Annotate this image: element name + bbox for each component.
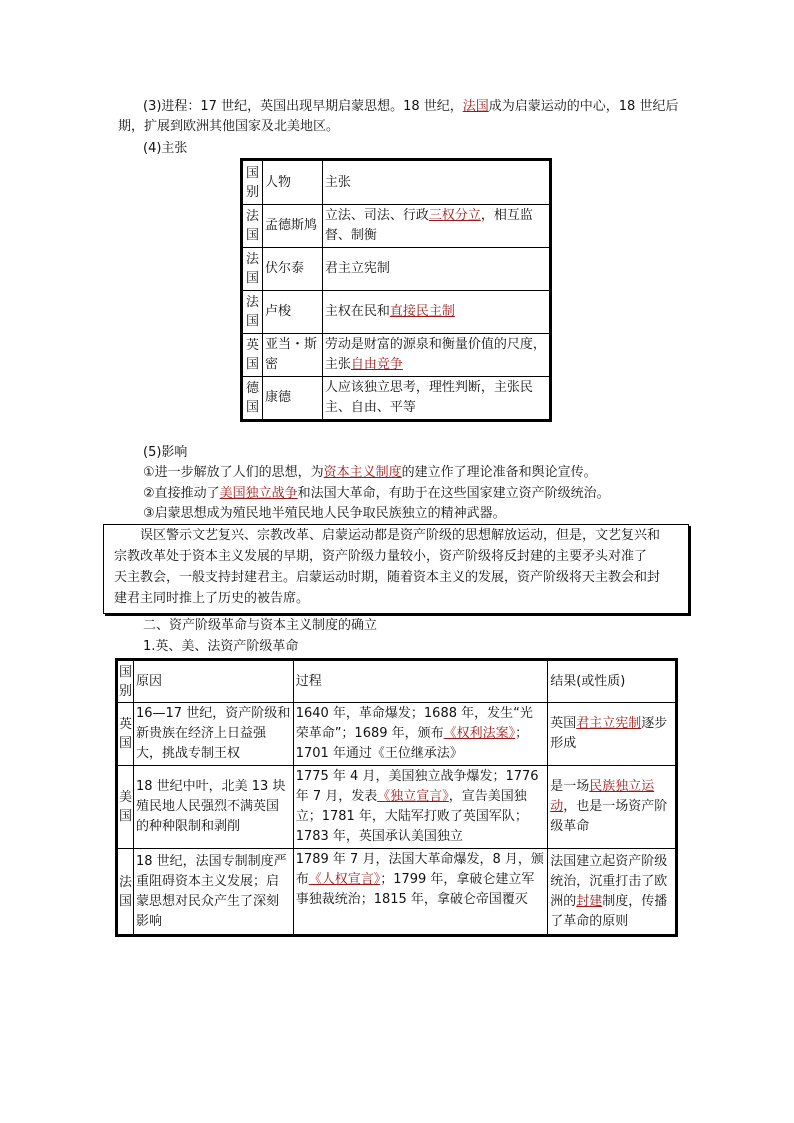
table-row: 美国 18 世纪中叶，北美 13 块殖民地人民强烈不满英国的种种限制和剥削 1775 年 4 月，美国独立战争爆发；1776 年 7 月，发表《独立宣言》，宣告美国独立；1781 年，大陆军打败了英国军队；1783 年，英国承认美国独立 是一场民族独立运动，也是一场资产阶级革命	[118, 766, 676, 849]
part2-title: 二、资产阶级革命与资本主义制度的确立	[143, 618, 378, 633]
section5-title: (5)影响	[143, 445, 188, 460]
highlight-term: 君主立宪制	[576, 716, 642, 731]
highlight-term: 自由竞争	[350, 357, 403, 372]
highlight-term: 《人权宣言》	[308, 872, 381, 887]
header-person: 人物	[262, 161, 322, 205]
influence-item-3: ③启蒙思想成为殖民地半殖民地人民争取民族独立的精神武器。	[143, 506, 506, 521]
table-row: 法国 卢梭 主权在民和直接民主制	[243, 291, 550, 334]
influence-item-1: ①进一步解放了人们的思想，为资本主义制度的建立作了理论准备和舆论宣传。	[143, 465, 597, 480]
table-header-row	[243, 161, 550, 205]
header-country: 国别	[243, 161, 263, 205]
highlight-term: 《独立宣言》	[377, 789, 449, 804]
part2-subtitle: 1.英、美、法资产阶级革命	[143, 639, 299, 654]
highlight-term: 三权分立	[428, 208, 481, 223]
highlight-term: 资本主义制度	[323, 465, 402, 480]
header-claim: 主张	[322, 161, 549, 205]
section3-line1: (3)进程：17 世纪，英国出现早期启蒙思想。18 世纪，法国成为启蒙运动的中心，18 世纪后	[143, 99, 679, 114]
warning-box: 误区警示文艺复兴、宗教改革、启蒙运动都是资产阶级的思想解放运动，但是，文艺复兴和 宗教改革处于资本主义发展的早期，资产阶级力量较小，资产阶级将反封建的主要矛头对准了 天主教会，一般支持封建君主。启蒙运动时期，随着资本主义的发展，资产阶级将天主教会和封 建君主同时推上了历史的被告席。	[103, 524, 689, 614]
highlight-term: 《权利法案》	[443, 726, 516, 741]
highlight-term: 美国独立战争	[219, 486, 298, 501]
table-row: 德国 康德 人应该独立思考，理性判断，主张民主、自由、平等	[243, 377, 550, 420]
section3-line2: 期，扩展到欧洲其他国家及北美地区。	[118, 119, 340, 134]
highlight-term: 民族独立运动	[550, 779, 655, 814]
table-row: 法国 孟德斯鸠 立法、司法、行政三权分立，相互监督、制衡	[243, 205, 550, 248]
table-row: 英国 16—17 世纪，资产阶级和新贵族在经济上日益强大，挑战专制王权 1640 年，革命爆发；1688 年，发生“光荣革命”；1689 年，颁布《权利法案》；1701 年通过《王位继承法》 英国君主立宪制逐步形成	[118, 703, 676, 766]
highlight-term: 直接民主制	[389, 304, 455, 319]
table-row: 英国 亚当・斯密 劳动是财富的源泉和衡量价值的尺度，主张自由竞争	[243, 334, 550, 377]
revolutions-table	[117, 660, 676, 935]
table-row: 法国 18 世纪，法国专制制度严重阻碍资本主义发展；启蒙思想对民众产生了深刻影响 1789 年 7 月，法国大革命爆发，8 月，颁布《人权宣言》；1799 年，拿破仑建立军事独裁统治；1815 年，拿破仑帝国覆灭 法国建立起资产阶级统治，沉重打击了欧洲的封建制度，传播了革命的原则	[118, 849, 676, 935]
thinkers-table	[242, 160, 550, 420]
highlight-term: 封建	[576, 893, 603, 909]
table-header-row: 国别 原因 过程 结果(或性质)	[118, 661, 676, 703]
section4-title: (4)主张	[143, 141, 188, 156]
table-row: 法国 伏尔泰 君主立宪制	[243, 248, 550, 291]
highlight-term: 法国	[462, 99, 489, 114]
influence-item-2: ②直接推动了美国独立战争和法国大革命，有助于在这些国家建立资产阶级统治。	[143, 486, 610, 501]
